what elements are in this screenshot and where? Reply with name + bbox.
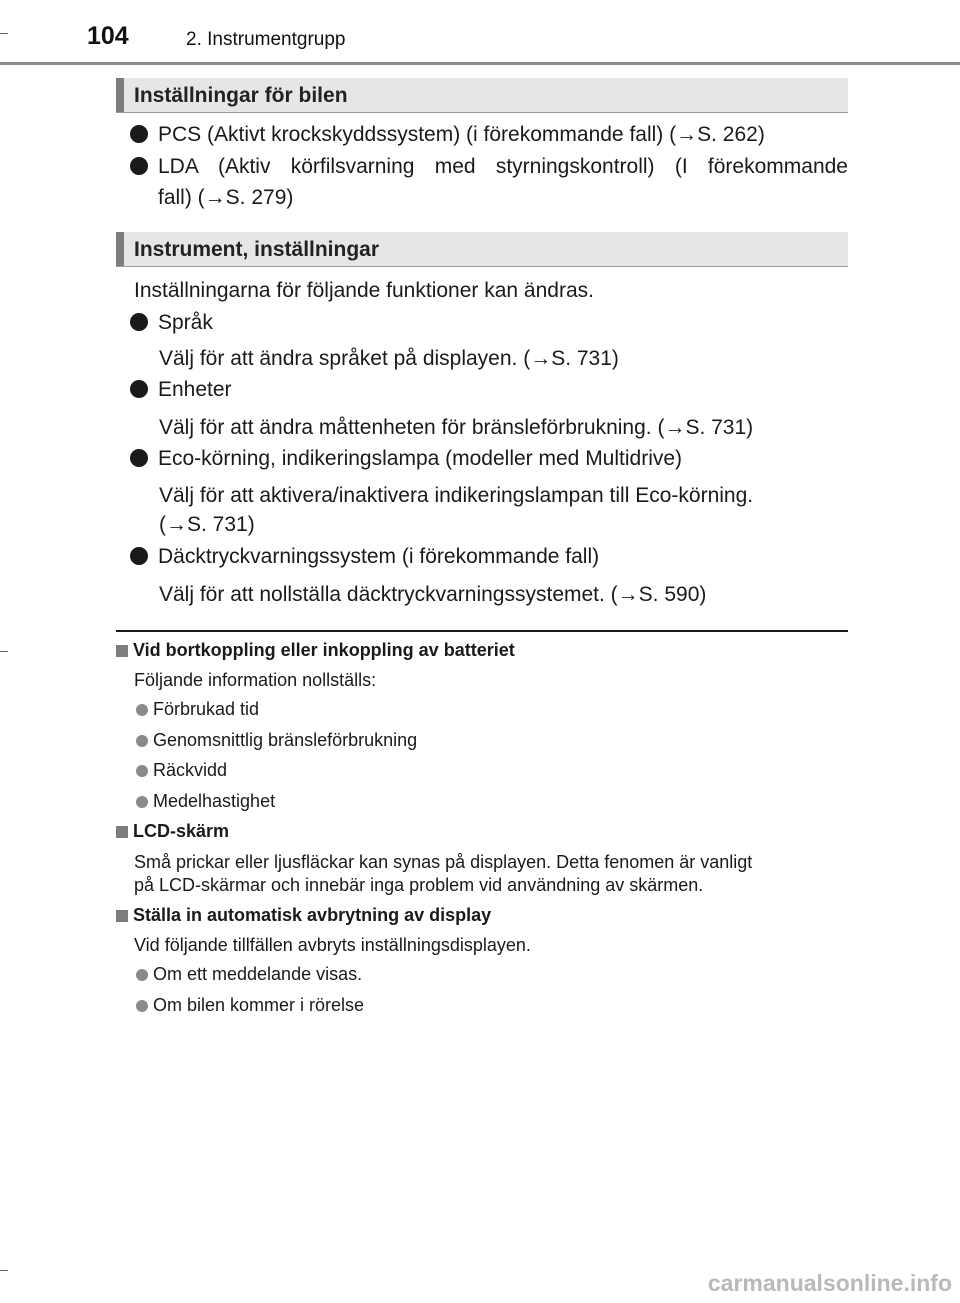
square-bullet-icon [116, 645, 128, 657]
bullet-icon [136, 704, 148, 716]
page-number: 104 [87, 22, 129, 50]
note-title: Ställa in automatisk avbrytning av display [133, 905, 492, 925]
list-item-text: Språk [158, 311, 213, 334]
note-title: LCD-skärm [133, 821, 230, 841]
list-item [130, 119, 848, 150]
bullet-icon [136, 796, 148, 808]
item-description: Välj för att nollställa däcktryckvarningssystemet. (→S. 590) [159, 583, 707, 606]
note-list-text: Räckvidd [153, 760, 228, 780]
note-list-item [136, 964, 362, 985]
note-list-text: Medelhastighet [153, 791, 276, 811]
note-list-item [136, 791, 275, 812]
list-item-text: Eco-körning, indikeringslampa (modeller med Multidrive) [158, 447, 683, 470]
list-item [130, 307, 213, 338]
bullet-icon [136, 1000, 148, 1012]
section-heading-car-settings [116, 78, 848, 113]
list-item [130, 151, 848, 213]
item-description: Välj för att ändra måttenheten för bränsleförbrukning. (→S. 731) [159, 416, 754, 439]
notes-divider [116, 630, 848, 632]
note-title: Vid bortkoppling eller inkoppling av batteriet [133, 640, 515, 660]
list-item-text: fall) (→S. 279) [158, 186, 294, 209]
note-list-text: Genomsnittlig bränsleförbrukning [153, 730, 418, 750]
note-list-item [136, 995, 364, 1016]
chapter-title: 2. Instrumentgrupp [186, 29, 346, 50]
square-bullet-icon [116, 826, 128, 838]
bullet-icon [130, 547, 148, 565]
bullet-icon [130, 313, 148, 331]
header-rule [0, 62, 960, 65]
square-bullet-icon [116, 910, 128, 922]
list-item-text: PCS (Aktivt krockskyddssystem) (i förekommande fall) (→S. 262) [158, 123, 765, 146]
item-description: Välj för att ändra språket på displayen. (→S. 731) [159, 347, 619, 370]
list-item [130, 374, 232, 405]
item-description: (→S. 731) [159, 513, 255, 536]
note-list-item [136, 760, 227, 781]
list-item-text: Enheter [158, 378, 232, 401]
heading-bar [116, 78, 124, 112]
bullet-icon [130, 125, 148, 143]
note-heading [116, 905, 491, 926]
bullet-icon [130, 449, 148, 467]
section-title: Inställningar för bilen [134, 84, 348, 107]
bullet-icon [130, 380, 148, 398]
bullet-icon [130, 157, 148, 175]
heading-bar [116, 232, 124, 266]
watermark: carmanualsonline.info [707, 1270, 952, 1296]
list-item [130, 541, 599, 572]
note-heading [116, 640, 515, 661]
bullet-icon [136, 969, 148, 981]
crop-mark [0, 651, 8, 652]
note-list-item [136, 699, 259, 720]
list-item-body [158, 151, 848, 213]
bullet-icon [136, 765, 148, 777]
list-item [130, 443, 682, 474]
crop-mark [0, 1270, 8, 1271]
crop-mark [0, 33, 8, 34]
note-text: Följande information nollställs: [134, 670, 377, 690]
note-text: Små prickar eller ljusfläckar kan synas på displayen. Detta fenomen är vanligt [134, 852, 753, 872]
list-item-text: Däcktryckvarningssystem (i förekommande fall) [158, 545, 600, 568]
note-list-item [136, 730, 417, 751]
note-text: Vid följande tillfällen avbryts inställningsdisplayen. [134, 935, 531, 955]
note-text: på LCD-skärmar och innebär inga problem vid användning av skärmen. [134, 875, 704, 895]
item-description: Välj för att aktivera/inaktivera indikeringslampan till Eco-körning. [159, 484, 754, 507]
note-heading [116, 821, 229, 842]
note-list-text: Förbrukad tid [153, 699, 260, 719]
section-title: Instrument, inställningar [134, 238, 380, 261]
list-item-text: LDA (Aktiv körfilsvarning med styrningskontroll) (I förekommande [158, 155, 848, 178]
note-list-text: Om ett meddelande visas. [153, 964, 363, 984]
section-intro: Inställningarna för följande funktioner kan ändras. [134, 279, 594, 302]
section-heading-instrument-settings [116, 232, 848, 267]
bullet-icon [136, 735, 148, 747]
note-list-text: Om bilen kommer i rörelse [153, 995, 365, 1015]
